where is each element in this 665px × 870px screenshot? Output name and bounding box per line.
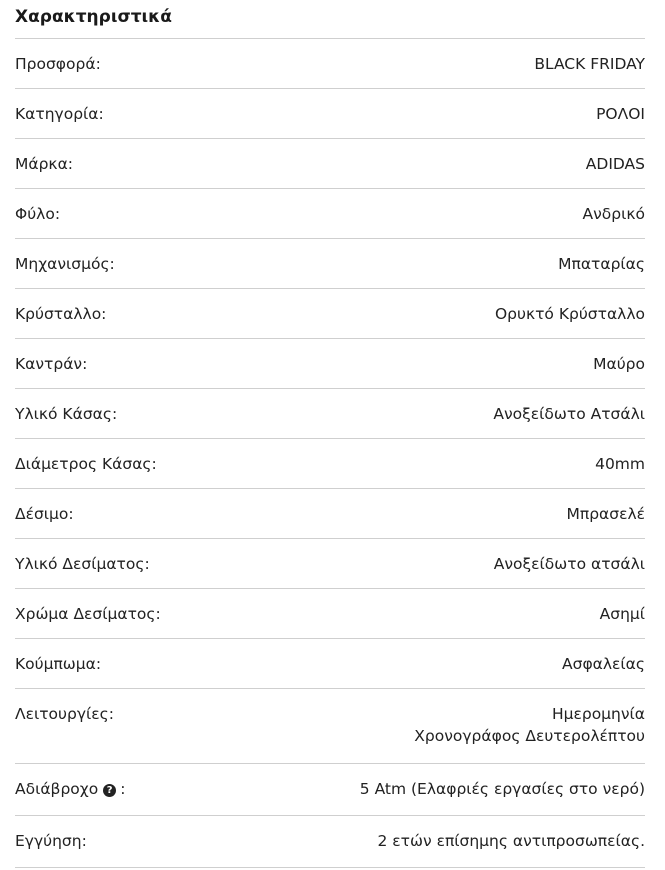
section-title: Χαρακτηριστικά — [15, 0, 645, 39]
spec-row-strap — [15, 489, 645, 539]
spec-row-category — [15, 89, 645, 139]
spec-value: 5 Atm (Ελαφριές εργασίες στο νερό) — [359, 780, 645, 798]
spec-value: 2 ετών επίσημης αντιπροσωπείας. — [377, 832, 645, 850]
spec-label: Διάμετρος Κάσας: — [15, 455, 157, 473]
spec-value — [414, 703, 645, 747]
spec-value-line: Ημερομηνία — [551, 705, 645, 723]
spec-row-case-diameter — [15, 439, 645, 489]
spec-value: ΡΟΛΟΙ — [596, 105, 645, 123]
specs-table — [15, 39, 645, 868]
spec-row-case-material — [15, 389, 645, 439]
spec-label: Μάρκα: — [15, 155, 74, 173]
spec-label: Καντράν: — [15, 355, 88, 373]
spec-row-warranty — [15, 816, 645, 868]
question-circle-icon[interactable]: ? — [103, 784, 116, 797]
spec-value: Ορυκτό Κρύσταλλο — [494, 305, 645, 323]
spec-label: Κρύσταλλο: — [15, 305, 107, 323]
spec-label-suffix: : — [120, 780, 126, 798]
spec-label: Μηχανισμός: — [15, 255, 115, 273]
spec-value: 40mm — [595, 455, 645, 473]
spec-row-strap-material — [15, 539, 645, 589]
spec-value: Ασημί — [599, 605, 645, 623]
spec-label: Χρώμα Δεσίματος: — [15, 605, 161, 623]
spec-value: Μαύρο — [593, 355, 645, 373]
spec-label: Λειτουργίες: — [15, 705, 114, 723]
spec-row-gender — [15, 189, 645, 239]
spec-row-movement — [15, 239, 645, 289]
spec-row-functions — [15, 689, 645, 764]
spec-label: Κατηγορία: — [15, 105, 104, 123]
spec-value: ADIDAS — [585, 155, 645, 173]
spec-value: Μπαταρίας — [558, 255, 645, 273]
spec-label: Προσφορά: — [15, 55, 101, 73]
spec-label: Υλικό Κάσας: — [15, 405, 118, 423]
spec-value: Μπρασελέ — [566, 505, 645, 523]
spec-row-water-resistance — [15, 764, 645, 816]
spec-value: BLACK FRIDAY — [534, 55, 645, 73]
spec-row-strap-color — [15, 589, 645, 639]
spec-label: Αδιάβροχο — [15, 780, 99, 798]
spec-row-brand — [15, 139, 645, 189]
spec-label: Υλικό Δεσίματος: — [15, 555, 150, 573]
spec-row-offer — [15, 39, 645, 89]
spec-label-group — [15, 778, 125, 800]
spec-row-clasp — [15, 639, 645, 689]
spec-label: Εγγύηση: — [15, 832, 87, 850]
spec-label: Κούμπωμα: — [15, 655, 102, 673]
spec-row-dial — [15, 339, 645, 389]
spec-value: Ανοξείδωτο ατσάλι — [493, 555, 645, 573]
spec-label: Δέσιμο: — [15, 505, 74, 523]
spec-value: Ασφαλείας — [562, 655, 645, 673]
spec-row-crystal — [15, 289, 645, 339]
spec-label: Φύλο: — [15, 205, 61, 223]
spec-value: Ανδρικό — [582, 205, 645, 223]
spec-value-line: Χρονογράφος Δευτερολέπτου — [414, 727, 645, 745]
spec-value: Ανοξείδωτο Ατσάλι — [493, 405, 645, 423]
